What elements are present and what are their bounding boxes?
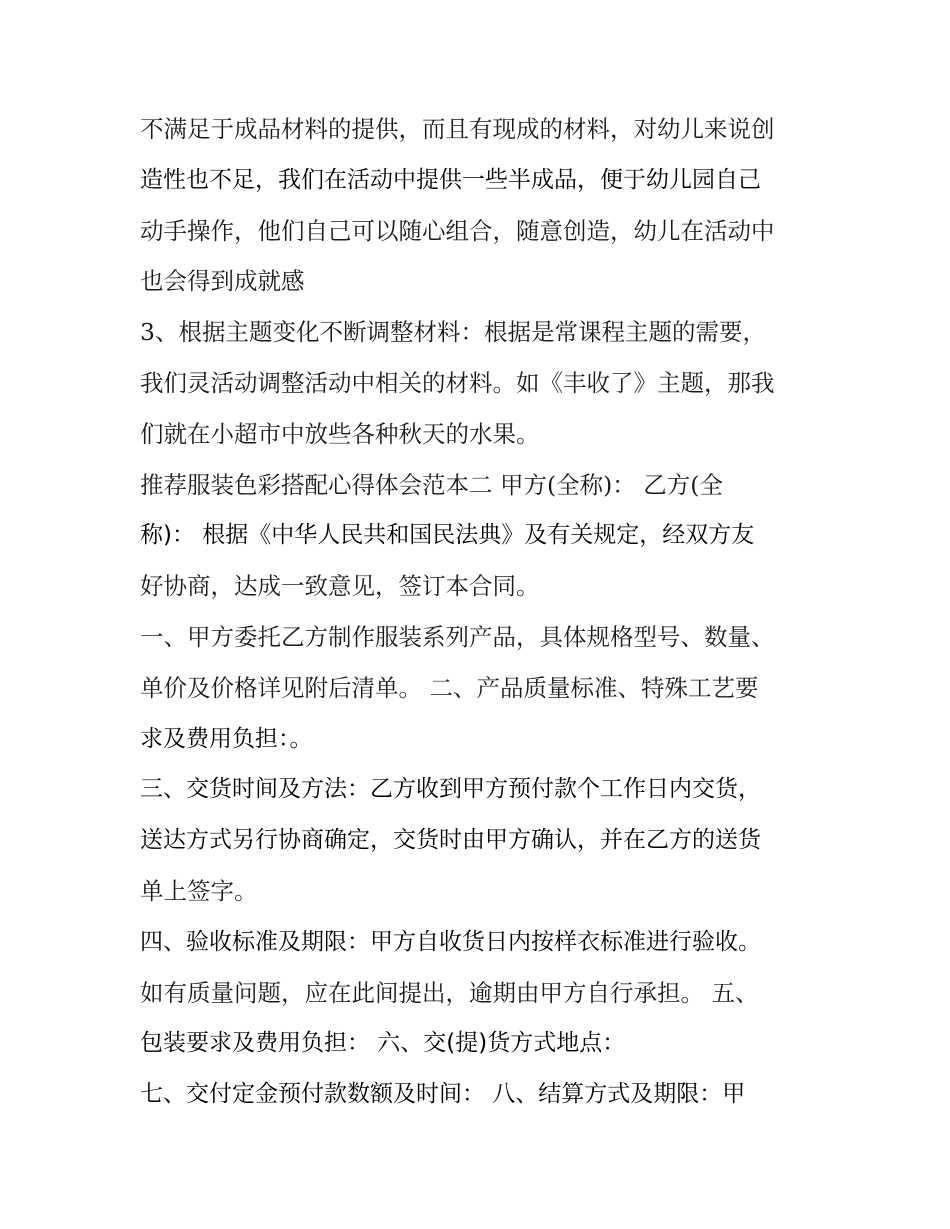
paragraph-line: 我们灵活动调整活动中相关的材料。如《丰收了》主题，那我 [140, 368, 775, 397]
paragraph-line: 如有质量问题，应在此间提出，逾期由甲方自行承担。 五、 [140, 978, 759, 1007]
paragraph-line: 送达方式另行协商确定，交货时由甲方确认，并在乙方的送货 [140, 827, 761, 854]
paragraph-line: 单上签字。 [140, 876, 258, 905]
paragraph-line: 动手操作，他们自己可以随心组合，随意创造，幼儿在活动中 [140, 216, 775, 245]
paragraph-line: 一、甲方委托乙方制作服装系列产品，具体规格型号、数量、 [140, 622, 775, 651]
paragraph-line: 三、交货时间及方法：乙方收到甲方预付款个工作日内交货， [140, 776, 761, 803]
paragraph-line: 求及费用负担：。 [140, 725, 313, 752]
paragraph-line: 3、根据主题变化不断调整材料：根据是常课程主题的需要， [140, 318, 766, 347]
document-body [140, 104, 820, 1120]
paragraph-line: 好协商，达成一致意见，签订本合同。 [140, 572, 540, 601]
paragraph-line: 造性也不足，我们在活动中提供一些半成品，便于幼儿园自己 [140, 166, 761, 193]
paragraph-line: 包装要求及费用负担： 六、交(提)货方式地点： [140, 1030, 626, 1057]
paragraph-line: 不满足于成品材料的提供，而且有现成的材料，对幼儿来说创 [140, 115, 775, 143]
paragraph-line: 也会得到成就感 [140, 267, 305, 296]
paragraph-line: 们就在小超市中放些各种秋天的水果。 [140, 419, 540, 448]
paragraph-line: 七、交付定金预付款数额及时间： 八、结算方式及期限：甲 [140, 1081, 746, 1108]
paragraph-line: 称)： 根据《中华人民共和国民法典》及有关规定，经双方友 [140, 522, 755, 549]
paragraph-line: 推荐服装色彩搭配心得体会范本二 甲方(全称)： 乙方(全 [140, 470, 723, 499]
paragraph-line: 单价及价格详见附后清单。 二、产品质量标准、特殊工艺要 [140, 673, 759, 702]
paragraph-line: 四、验收标准及期限：甲方自收货日内按样衣标准进行验收。 [140, 928, 761, 955]
